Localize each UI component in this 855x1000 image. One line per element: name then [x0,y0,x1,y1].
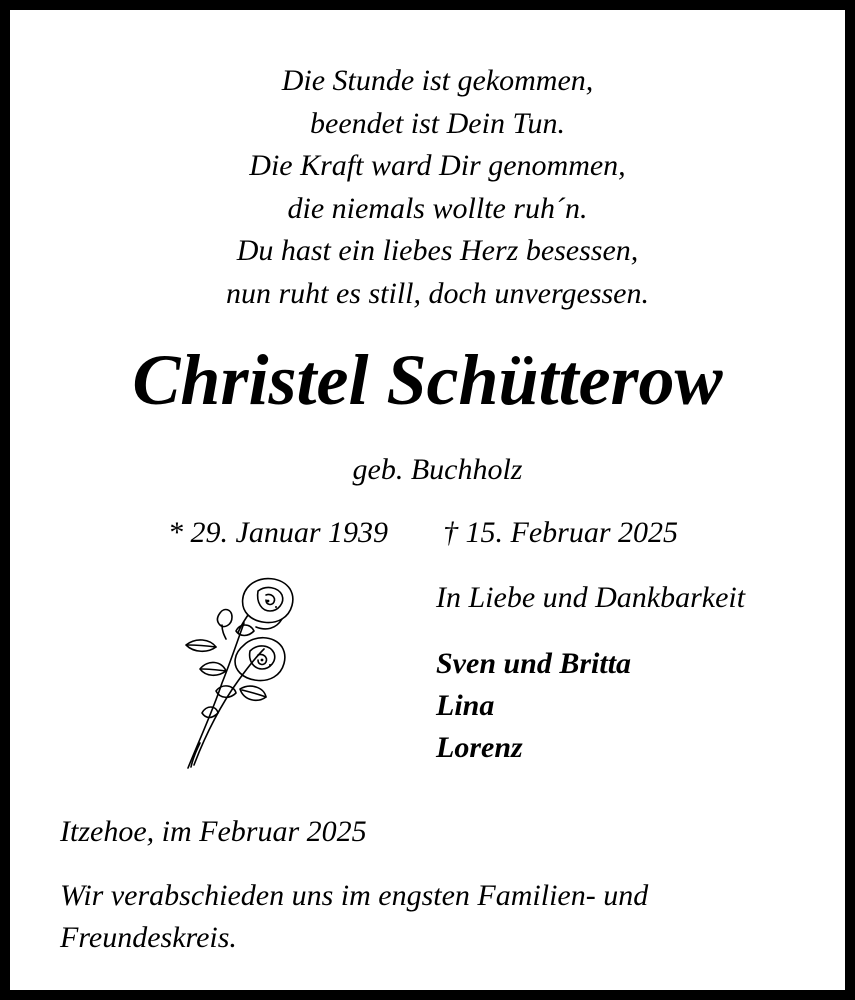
birth-date: * 29. Januar 1939 [168,516,388,549]
rose-illustration-icon [178,573,303,773]
death-date: † 15. Februar 2025 [443,516,678,549]
mourner-name: Lina [436,689,495,722]
deceased-name: Christel Schütterow [132,340,723,420]
mourner-name: Lorenz [436,731,523,764]
poem-line: Du hast ein liebes Herz besessen, [236,234,639,267]
mourners-list [436,643,631,769]
poem-line: nun ruht es still, doch unvergessen. [225,276,649,310]
farewell-note-line: Wir verabschieden uns im engsten Familien- und [60,879,649,912]
mourner-name: Sven und Britta [436,647,632,680]
farewell-note-line: Freundeskreis. [60,921,237,954]
poem-line: beendet ist Dein Tun. [310,106,565,140]
memorial-poem [10,60,855,315]
poem-line: Die Kraft ward Dir genommen, [249,149,626,182]
maiden-name: geb. Buchholz [352,453,523,486]
farewell-note [60,875,648,959]
place-and-date: Itzehoe, im Februar 2025 [60,815,367,848]
poem-line: die niemals wollte ruh´n. [287,191,588,225]
mourners-intro: In Liebe und Dankbarkeit [436,581,746,614]
poem-line: Die Stunde ist gekommen, [281,64,594,97]
